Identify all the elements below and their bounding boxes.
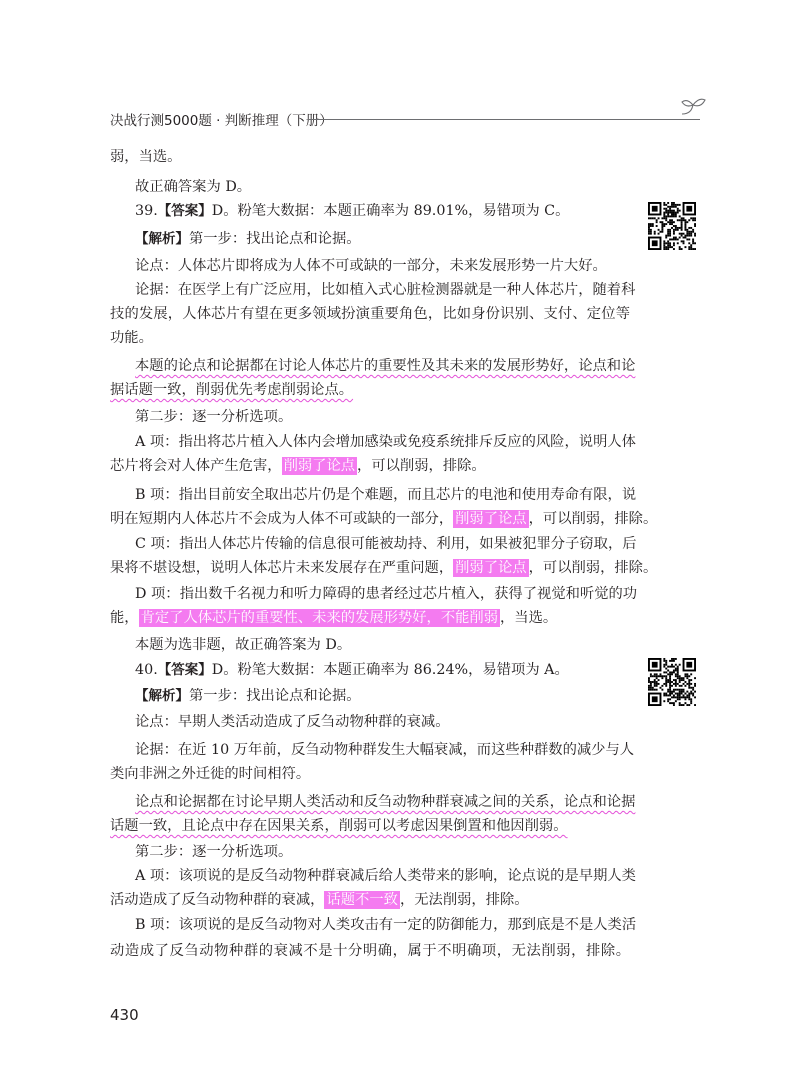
text-span: ，无法削弱，排除。 <box>399 892 529 908</box>
text-span: 果将不堪设想，说明人体芯片未来发展存在严重问题， <box>110 560 454 576</box>
text-line <box>110 939 630 963</box>
wavy-underlined-text: 本题的论点和论据都在讨论人体芯片的重要性及其未来的发展形势好，论点和论 <box>135 358 636 374</box>
text-line <box>110 556 658 580</box>
text-line <box>135 175 630 199</box>
text-span: 明在短期内人体芯片不会成为人体不可或缺的一部分， <box>110 511 454 527</box>
wavy-underlined-text: 话题一致，且论点中存在因果关系，削弱可以考虑因果倒置和他因削弱。 <box>110 818 568 834</box>
bold-label: 【答案】 <box>157 203 212 219</box>
text-line <box>135 684 630 708</box>
text-span: D 项：指出数千名视力和听力障碍的患者经过芯片植入，获得了视觉和听觉的功 <box>135 586 638 602</box>
text-span: B 项：指出目前安全取出芯片仍是个难题，而且芯片的电池和使用寿命有限，说 <box>135 487 637 503</box>
text-line <box>135 532 637 556</box>
text-line <box>110 378 630 402</box>
text-line <box>135 582 638 606</box>
text-line <box>135 405 630 429</box>
text-line <box>110 762 630 786</box>
text-span: A 项：指出将芯片植入人体内会增加感染或免疫系统排斥反应的风险，说明人体 <box>135 434 636 450</box>
text-line <box>110 606 630 630</box>
text-line <box>135 633 630 657</box>
text-span: 芯片将会对人体产生危害， <box>110 458 282 474</box>
text-span: 论点：早期人类活动造成了反刍动物种群的衰减。 <box>135 714 450 730</box>
text-span: 论据：在医学上有广泛应用，比如植入式心脏检测器就是一种人体芯片，随着科 <box>135 282 636 298</box>
text-line <box>135 658 630 682</box>
text-span: D。粉笔大数据：本题正确率为 86.24%，易错项为 A。 <box>211 662 569 678</box>
text-span: 40. <box>135 662 158 678</box>
text-line <box>110 326 630 350</box>
text-line <box>110 888 630 912</box>
qr-code-question-39[interactable] <box>648 202 696 250</box>
text-span: 第一步：找出论点和论据。 <box>189 688 361 704</box>
text-line <box>110 814 630 838</box>
text-line <box>110 302 630 326</box>
text-span: 能， <box>110 610 139 626</box>
text-line <box>135 710 630 734</box>
text-span: ，可以削弱，排除。 <box>528 560 658 576</box>
highlighted-phrase: 削弱了论点 <box>283 458 356 474</box>
text-span: 39. <box>135 203 158 219</box>
text-span: A 项：该项说的是反刍动物种群衰减后给人类带来的影响，论点说的是早期人类 <box>135 868 636 884</box>
text-span: ，可以削弱，排除。 <box>357 458 486 474</box>
text-span: C 项：指出人体芯片传输的信息很可能被劫持、利用，如果被犯罪分子窃取，后 <box>135 536 637 552</box>
highlighted-phrase: 肯定了人体芯片的重要性、未来的发展形势好，不能削弱 <box>140 610 499 626</box>
text-line <box>135 864 636 888</box>
text-span: ，可以削弱，排除。 <box>528 511 658 527</box>
bold-label: 【答案】 <box>157 662 212 678</box>
bold-label: 【解析】 <box>135 231 189 247</box>
text-span: 弱，当选。 <box>110 149 182 165</box>
text-span: 动造成了反刍动物种群的衰减不是十分明确，属于不明确项，无法削弱，排除。 <box>110 943 630 959</box>
page-number: 430 <box>110 1006 139 1024</box>
text-line <box>110 454 630 478</box>
text-span: D。粉笔大数据：本题正确率为 89.01%，易错项为 C。 <box>211 203 570 219</box>
text-span: 功能。 <box>110 330 153 346</box>
highlighted-phrase: 削弱了论点 <box>455 560 527 576</box>
text-line <box>135 738 635 762</box>
text-line <box>135 227 630 251</box>
text-span: 类向非洲之外迁徙的时间相符。 <box>110 766 311 782</box>
text-line <box>135 913 637 937</box>
text-line <box>135 790 636 814</box>
text-line <box>135 840 630 864</box>
text-span: 活动造成了反刍动物种群的衰减， <box>110 892 325 908</box>
running-header <box>110 104 700 134</box>
bold-label: 【解析】 <box>135 688 189 704</box>
wavy-underlined-text: 论点和论据都在讨论早期人类活动和反刍动物种群衰减之间的关系，论点和论据 <box>135 794 636 810</box>
text-line <box>135 199 630 223</box>
text-span: 故正确答案为 D。 <box>135 179 252 195</box>
header-divider <box>308 119 700 120</box>
text-span: 本题为选非题，故正确答案为 D。 <box>135 637 352 653</box>
text-line <box>135 254 630 278</box>
text-span: ，当选。 <box>500 610 558 626</box>
text-line <box>135 483 637 507</box>
highlighted-phrase: 削弱了论点 <box>455 511 527 527</box>
text-span: 论据：在近 10 万年前，反刍动物种群发生大幅衰减，而这些种群数的减少与人 <box>135 742 635 758</box>
text-span: 论点：人体芯片即将成为人体不可或缺的一部分，未来发展形势一片大好。 <box>135 258 607 274</box>
book-title: 决战行测5000题 · 判断推理（下册） <box>110 113 333 129</box>
highlighted-phrase: 话题不一致 <box>326 892 398 908</box>
text-line <box>110 145 630 169</box>
text-span: B 项：该项说的是反刍动物对人类攻击有一定的防御能力，那到底是不是人类活 <box>135 917 637 933</box>
text-line <box>135 278 636 302</box>
text-span: 第二步：逐一分析选项。 <box>135 409 293 425</box>
text-line <box>135 430 636 454</box>
wavy-underlined-text: 据话题一致，削弱优先考虑削弱论点。 <box>110 382 354 398</box>
text-line <box>135 354 636 378</box>
text-span: 第二步：逐一分析选项。 <box>135 844 293 860</box>
qr-code-question-40[interactable] <box>648 658 696 706</box>
leaf-sprout-icon <box>678 96 708 118</box>
text-span: 第一步：找出论点和论据。 <box>189 231 361 247</box>
text-line <box>110 507 658 531</box>
text-span: 技的发展，人体芯片有望在更多领域扮演重要角色，比如身份识别、支付、定位等 <box>110 306 630 322</box>
